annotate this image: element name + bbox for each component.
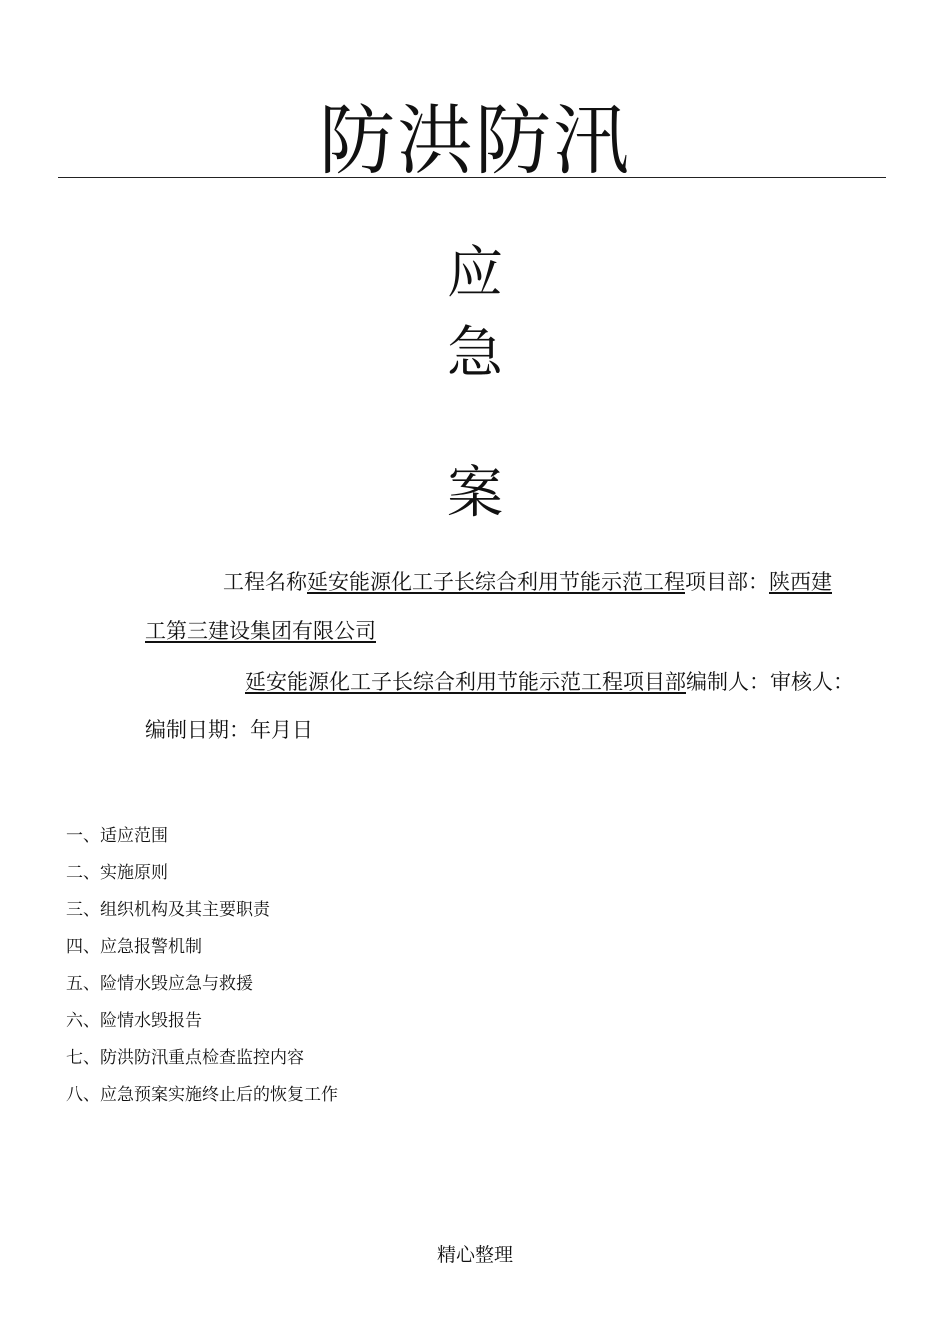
- date-label: 编制日期：: [145, 718, 250, 742]
- company-name-part-1: 陕西建: [769, 570, 832, 594]
- document-title: 防洪防汛: [319, 96, 631, 185]
- dept-label: 项目部：: [685, 570, 769, 594]
- date-value: 年月日: [250, 718, 313, 742]
- reviewer-label: 审核人：: [770, 670, 854, 694]
- toc-item: 四、应急报警机制: [66, 937, 202, 957]
- project-label: 工程名称: [223, 570, 307, 594]
- dept-line: [245, 668, 854, 696]
- toc-item: 六、险情水毁报告: [66, 1011, 202, 1031]
- vertical-char-2: 急: [447, 321, 503, 386]
- vertical-char-3: 案: [447, 461, 503, 526]
- company-line: [145, 617, 376, 645]
- footer-note: 精心整理: [437, 1244, 514, 1266]
- editor-label: 编制人：: [686, 670, 770, 694]
- toc-item: 七、防洪防汛重点检查监控内容: [66, 1048, 304, 1068]
- title-underline: [58, 177, 886, 178]
- toc-item: 三、组织机构及其主要职责: [66, 900, 270, 920]
- vertical-char-1: 应: [447, 241, 503, 306]
- company-name-part-2: 工第三建设集团有限公司: [145, 619, 376, 643]
- date-line: [145, 716, 313, 744]
- toc-item: 一、适应范围: [66, 826, 168, 846]
- project-name: 延安能源化工子长综合利用节能示范工程: [307, 570, 685, 594]
- toc-item: 五、险情水毁应急与救援: [66, 974, 253, 994]
- dept-name: 延安能源化工子长综合利用节能示范工程项目部: [245, 670, 686, 694]
- project-line: [223, 568, 832, 596]
- toc-item: 二、实施原则: [66, 863, 168, 883]
- table-of-contents: [66, 818, 338, 1114]
- toc-item: 八、应急预案实施终止后的恢复工作: [66, 1085, 338, 1105]
